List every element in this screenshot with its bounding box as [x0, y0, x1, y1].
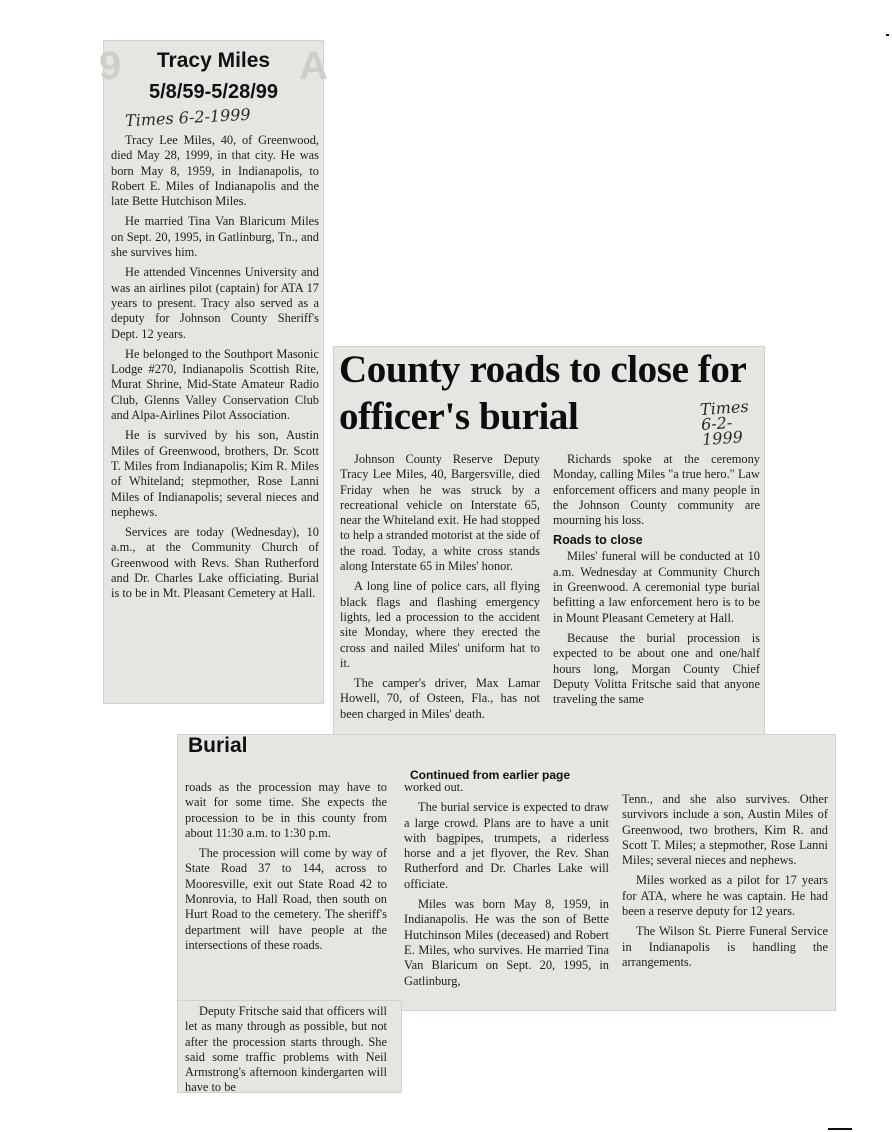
- burial-column-2: [404, 780, 609, 994]
- paragraph: He attended Vincennes University and was an airlines pilot (captain) for ATA 17 years to present. Tracy also served as a deputy for Johnson County Sheriff's Dept. 12 years.: [111, 265, 319, 341]
- article-headline: County roads to close for officer's burial: [339, 348, 746, 438]
- paragraph: The Wilson St. Pierre Funeral Service in Indianapolis is handling the arrangements.: [622, 924, 828, 969]
- paragraph: Tracy Lee Miles, 40, of Greenwood, died May 28, 1999, in that city. He was born May 8, 1959, in Indianapolis, to Robert E. Miles of Indianapolis and the late Bette Hutchison Miles.: [111, 133, 319, 209]
- paragraph: Miles was born May 8, 1959, in Indianapolis. He was the son of Bette Hutchinson Miles (deceased) and Robert E. Miles, who survives. He married Tina Van Blaricum on Sept. 20, 1995, in Gatlinburg,: [404, 897, 609, 988]
- paragraph: The procession will come by way of State Road 37 to 144, across to Mooresville, exit out State Road 42 to Monrovia, to Hall Road, then south on Hurt Road to the cemetery. The sheriff's department will have people at the intersections of these roads.: [185, 846, 387, 952]
- bleed-through-text: A: [299, 44, 328, 88]
- burial-clipping: [177, 734, 836, 1011]
- bleed-through-text: 9: [99, 44, 122, 88]
- article-column-1: [340, 452, 540, 727]
- paragraph: Services are today (Wednesday), 10 a.m., at the Community Church of Greenwood with Revs. Shan Rutherford and Dr. Charles Lake officiating. Burial is to be in Mt. Pleasant Cemetery at Hall.: [111, 525, 319, 601]
- paragraph: Miles' funeral will be conducted at 10 a.m. Wednesday at Community Church in Greenwood. A ceremonial type burial befitting a law enforcement hero is to be in Mount Pleasant Cemetery at Hall.: [553, 549, 760, 625]
- paragraph: Tenn., and she also survives. Other survivors include a son, Austin Miles of Greenwood, two brothers, Kim R. and Scott T. Miles; a stepmother, Rose Lanni Miles; several nieces and nephews.: [622, 792, 828, 868]
- handwritten-note: Times 6-2-1999: [699, 396, 750, 450]
- burial-column-3: [622, 792, 828, 975]
- scan-mark: [886, 34, 889, 36]
- paragraph: The camper's driver, Max Lamar Howell, 70, of Osteen, Fla., has not been charged in Miles' death.: [340, 676, 540, 721]
- paragraph: roads as the procession may have to wait for some time. She expects the procession to be in this county from about 11:30 a.m. to 1:30 p.m.: [185, 780, 387, 840]
- paragraph: Johnson County Reserve Deputy Tracy Lee Miles, 40, Bargersville, died Friday when he was struck by a recreational vehicle on Interstate 65, near the Whiteland exit. He had stopped to help a stranded motorist at the side of the road. Today, a white cross stands along Interstate 65 in Miles' honor.: [340, 452, 540, 574]
- burial-title: Burial: [188, 734, 248, 757]
- burial-column-1: [185, 780, 387, 958]
- paragraph: Miles worked as a pilot for 17 years for ATA, where he was captain. He had been a reserve deputy for 12 years.: [622, 873, 828, 919]
- paragraph: He married Tina Van Blaricum Miles on Sept. 20, 1995, in Gatlinburg, Tn., and she survives him.: [111, 214, 319, 260]
- paragraph: The burial service is expected to draw a large crowd. Plans are to have a unit with bagpipes, trumpets, a riderless horse and a jet flyover, the Rev. Shan Rutherford and Dr. Charles Lake will officiate.: [404, 800, 609, 891]
- paragraph: A long line of police cars, all flying black flags and flashing emergency lights, led a procession to the accident site Monday, where they erected the cross and nailed Miles' uniform hat to it.: [340, 579, 540, 670]
- article-clipping: [333, 346, 765, 760]
- handwritten-note: Times 6-2-1999: [124, 104, 252, 131]
- paragraph: He belonged to the Southport Masonic Lodge #270, Indianapolis Scottish Rite, Murat Shrine, Mid-State Amateur Radio Club, Glenns Valley Conservation Club and Alpa-Airlines Pilot Association.: [111, 346, 319, 423]
- paragraph: Because the burial procession is expected to be about one and one/half hours long, Morgan County Chief Deputy Volitta Fritsche said that anyone traveling the same: [553, 630, 760, 707]
- burial-column-1-end: [185, 1004, 387, 1101]
- article-column-2: [553, 452, 760, 712]
- scan-mark: [828, 1128, 852, 1130]
- paragraph: Deputy Fritsche said that officers will let as many through as possible, but not after the procession starts through. She said some traffic problems with Neil Armstrong's afternoon kindergarten will have to be: [185, 1004, 387, 1095]
- obituary-body: [111, 133, 319, 607]
- paragraph: Richards spoke at the ceremony Monday, calling Miles "a true hero." Law enforcement officers and many people in the Johnson County community are mourning his loss.: [553, 452, 760, 528]
- burial-clipping-extension: [177, 1000, 402, 1093]
- paragraph: worked out.: [404, 780, 464, 794]
- article-subhead: Roads to close: [553, 533, 643, 548]
- paragraph: He is survived by his son, Austin Miles of Greenwood, brothers, Dr. Scott T. Miles from Indianapolis; Kim R. Miles of Whiteland; stepmother, Rose Lanni Miles of Indianapolis; several nieces and nephews.: [111, 428, 319, 519]
- obituary-name: Tracy Miles: [156, 49, 271, 72]
- obituary-dates: 5/8/59-5/28/99: [149, 81, 278, 103]
- continued-line: Continued from earlier page: [410, 768, 571, 782]
- obituary-clipping: [99, 40, 328, 704]
